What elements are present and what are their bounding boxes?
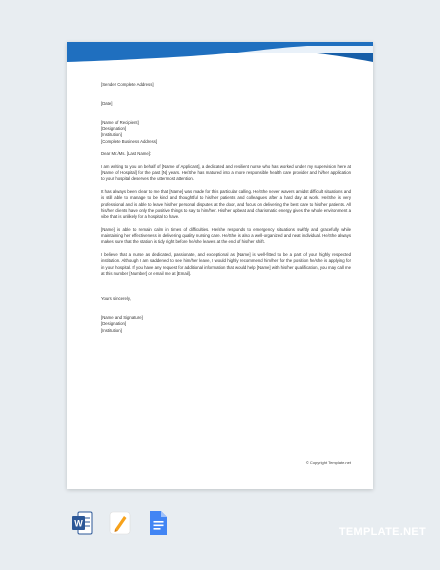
- body-paragraph-1: I am writing to you on behalf of [Name of Applicant], a dedicated and resilient nurse who has worked under my supervision here at [Name of Hospital] for the past [N] years. He/She has matured into a more responsible health care provider and hi/her application to your hospital deserves the uttermost attention.: [101, 163, 351, 182]
- signature-designation: [Designation]: [101, 321, 127, 327]
- letter-page: [67, 42, 373, 489]
- body-paragraph-2: It has always been clear to me that [Name] was made for this particular calling. He/She never wavers amidst difficult situations and is still able to manage to be kind and thoughtful to his/her patients and colleagues after a hard day at work. He/She is very professional and is able to leave his/her personal disputes at the door, and focus on delivering the best care to his/her patients. All his/her clients have only the positive things to say to him/her. His/her upbeat and charismatic energy gives the whole environment a vibe that is unlikely for a hospital to have.: [101, 189, 351, 220]
- word-icon[interactable]: [71, 510, 93, 536]
- header-wave-banner: [67, 42, 373, 64]
- copyright-notice: © Copyright Template.net: [305, 460, 351, 465]
- signature-name: [Name and Signature]: [101, 314, 143, 320]
- body-paragraph-4: I believe that a nurse as dedicated, passionate, and exceptional as [Name] is well-fitted to be a part of your highly respected institution. Although I am saddened to see him/her leave, I would highly recommend him/her for the position he/she is applying for in your hospital. If you have any request for additional information that would help [Name] with his/her qualification, you may call me at this number [Number] or email me at [Email].: [101, 252, 351, 276]
- letter-body: [101, 82, 351, 334]
- sender-address: [Sender Complete Address]: [101, 82, 154, 87]
- recipient-designation: [Designation]: [101, 126, 127, 132]
- recipient-name: [Name of Recipient]: [101, 119, 139, 125]
- app-icons: [71, 510, 169, 536]
- salutation: Dear Mr./Ms. [Last Name]:: [101, 151, 152, 157]
- closing: Yours sincerely,: [101, 296, 131, 302]
- pages-icon[interactable]: [109, 510, 131, 536]
- recipient-institution: [Institution]: [101, 132, 122, 138]
- template-net-logo[interactable]: TEMPLATE.NET: [338, 526, 426, 538]
- letter-date: [Date]: [101, 100, 113, 106]
- signature-institution: [Institution]: [101, 327, 122, 333]
- body-paragraph-3: [Name] is able to remain calm in times of difficulties. He/she responds to emergency situations swiftly and gracefully while maintaining her effectiveness in delivering quality nursing care. He/She is also a well-organized and neat individual. He/She always makes sure that the station is tidy right before he/she leaves at the end of his/her shift.: [101, 226, 351, 245]
- google-docs-icon[interactable]: [147, 510, 169, 536]
- word-icon-letter: W: [74, 518, 83, 529]
- recipient-address: [Complete Business Address]: [101, 138, 158, 144]
